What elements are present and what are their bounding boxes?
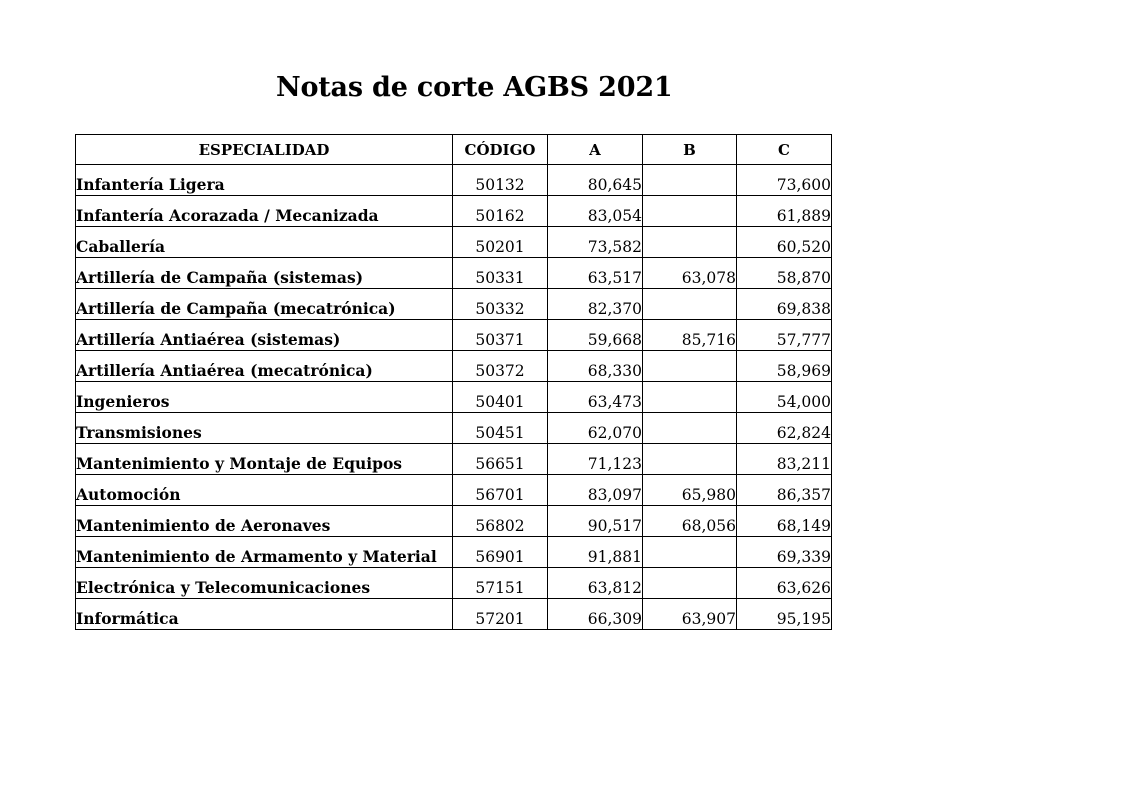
cutoff-grades-table [75,134,832,630]
cell-b: 85,716 [643,320,737,351]
cell-b [643,413,737,444]
cell-c: 83,211 [737,444,832,475]
cell-c: 73,600 [737,165,832,196]
table-row [76,444,832,475]
cell-especialidad: Mantenimiento y Montaje de Equipos [76,444,453,475]
cell-especialidad: Artillería Antiaérea (mecatrónica) [76,351,453,382]
table-header-row [76,135,832,165]
cell-especialidad: Mantenimiento de Armamento y Material [76,537,453,568]
cell-c: 62,824 [737,413,832,444]
cell-a: 83,097 [548,475,643,506]
cell-especialidad: Artillería Antiaérea (sistemas) [76,320,453,351]
table-body [76,165,832,630]
cell-b [643,537,737,568]
cell-c: 69,339 [737,537,832,568]
cell-b [643,196,737,227]
cell-codigo: 56802 [453,506,548,537]
cell-a: 80,645 [548,165,643,196]
cell-especialidad: Artillería de Campaña (sistemas) [76,258,453,289]
cell-c: 68,149 [737,506,832,537]
cell-a: 66,309 [548,599,643,630]
cell-especialidad: Infantería Acorazada / Mecanizada [76,196,453,227]
table-row [76,599,832,630]
cell-a: 59,668 [548,320,643,351]
cell-b [643,382,737,413]
cell-codigo: 50332 [453,289,548,320]
cell-codigo: 50201 [453,227,548,258]
cell-b: 68,056 [643,506,737,537]
header-especialidad: ESPECIALIDAD [76,135,453,165]
cell-especialidad: Infantería Ligera [76,165,453,196]
cell-codigo: 50132 [453,165,548,196]
cell-b [643,227,737,258]
cell-a: 71,123 [548,444,643,475]
cell-especialidad: Caballería [76,227,453,258]
cell-especialidad: Informática [76,599,453,630]
cell-b: 65,980 [643,475,737,506]
cell-especialidad: Mantenimiento de Aeronaves [76,506,453,537]
cell-codigo: 50451 [453,413,548,444]
cell-a: 91,881 [548,537,643,568]
cell-codigo: 50401 [453,382,548,413]
cell-c: 54,000 [737,382,832,413]
cell-codigo: 50371 [453,320,548,351]
cell-codigo: 56651 [453,444,548,475]
table-row [76,227,832,258]
table-row [76,165,832,196]
cell-b [643,165,737,196]
cell-a: 63,812 [548,568,643,599]
table-row [76,382,832,413]
cell-c: 69,838 [737,289,832,320]
cell-c: 60,520 [737,227,832,258]
cell-especialidad: Artillería de Campaña (mecatrónica) [76,289,453,320]
cell-especialidad: Transmisiones [76,413,453,444]
cell-codigo: 56901 [453,537,548,568]
table-row [76,351,832,382]
cell-b [643,444,737,475]
table-row [76,196,832,227]
page-title: Notas de corte AGBS 2021 [276,72,673,103]
cell-b: 63,907 [643,599,737,630]
cell-a: 83,054 [548,196,643,227]
cell-c: 86,357 [737,475,832,506]
cell-b [643,351,737,382]
header-a: A [548,135,643,165]
header-codigo: CÓDIGO [453,135,548,165]
cell-especialidad: Automoción [76,475,453,506]
table-row [76,258,832,289]
table-row [76,289,832,320]
cell-codigo: 50162 [453,196,548,227]
cell-especialidad: Electrónica y Telecomunicaciones [76,568,453,599]
cell-b [643,568,737,599]
cell-a: 68,330 [548,351,643,382]
table-row [76,506,832,537]
cell-a: 73,582 [548,227,643,258]
cell-a: 63,473 [548,382,643,413]
cell-a: 63,517 [548,258,643,289]
cell-a: 90,517 [548,506,643,537]
table-row [76,537,832,568]
cell-codigo: 57201 [453,599,548,630]
cell-c: 61,889 [737,196,832,227]
cell-b: 63,078 [643,258,737,289]
cell-c: 58,870 [737,258,832,289]
cell-c: 63,626 [737,568,832,599]
table-row [76,320,832,351]
cell-c: 58,969 [737,351,832,382]
header-c: C [737,135,832,165]
table-row [76,413,832,444]
cell-c: 57,777 [737,320,832,351]
cell-a: 82,370 [548,289,643,320]
cell-c: 95,195 [737,599,832,630]
cell-codigo: 56701 [453,475,548,506]
cell-codigo: 50331 [453,258,548,289]
table-row [76,475,832,506]
cell-b [643,289,737,320]
header-b: B [643,135,737,165]
cell-a: 62,070 [548,413,643,444]
cell-especialidad: Ingenieros [76,382,453,413]
cell-codigo: 57151 [453,568,548,599]
cell-codigo: 50372 [453,351,548,382]
table-row [76,568,832,599]
